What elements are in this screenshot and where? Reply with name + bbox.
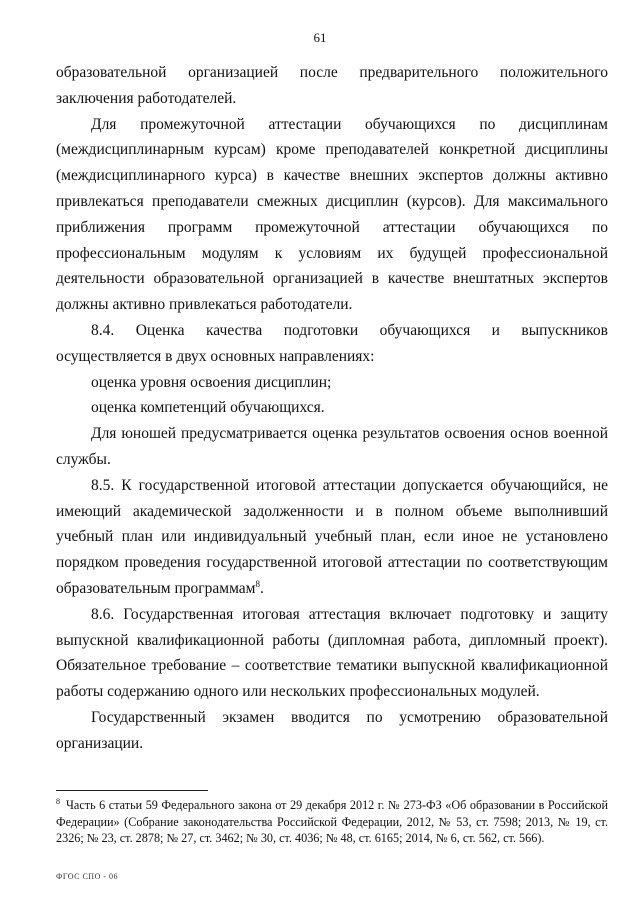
footnote bbox=[56, 797, 608, 847]
paragraph-4-text: оценка уровня освоения дисциплин; bbox=[91, 373, 332, 391]
paragraph-1-text: образовательной организацией после предварительного положительного заключения работодателей. bbox=[56, 64, 608, 107]
paragraph-8 bbox=[56, 602, 608, 705]
paragraph-3-text: 8.4. Оценка качества подготовки обучающихся и выпускников осуществляется в двух основных направлениях: bbox=[56, 321, 608, 365]
paragraph-8-text: 8.6. Государственная итоговая аттестация включает подготовку и защиту выпускной квалификационной работы (дипломная работа, дипломный проект). Обязательное требование – соответствие тематики выпускной квалификационной работы содержанию одного или нескольких профессиональных модулей. bbox=[56, 605, 608, 701]
paragraph-1 bbox=[56, 60, 608, 112]
paragraph-3 bbox=[56, 318, 608, 370]
paragraph-7-text: 8.5. К государственной итоговой аттестации допускается обучающийся, не имеющий академической задолженности и в полном объеме выполнивший учебный план или индивидуальный учебный план, если иное не установлено порядком проведения государственной итоговой аттестации по соответствующим образовательным программам bbox=[56, 476, 608, 597]
paragraph-7-suffix: . bbox=[259, 579, 264, 597]
footer-code: ФГОС СПО - 06 bbox=[56, 872, 119, 881]
paragraph-5 bbox=[56, 395, 608, 421]
paragraph-6-text: Для юношей предусматривается оценка результатов освоения основ военной службы. bbox=[56, 425, 608, 468]
paragraph-9-text: Государственный экзамен вводится по усмотрению образовательной организации. bbox=[56, 708, 608, 752]
page-number: 61 bbox=[313, 30, 327, 45]
paragraph-5-text: оценка компетенций обучающихся. bbox=[91, 399, 325, 417]
paragraph-2 bbox=[56, 112, 608, 318]
paragraph-2-text: Для промежуточной аттестации обучающихся по дисциплинам (междисциплинарным курсам) кроме преподавателей конкретной дисциплины (междисциплинарного курса) в качестве внешних экспертов должны активно привлекаться преподаватели смежных дисциплин (курсов). Для максимального приближения программ промежуточной аттестации обучающихся по профессиональным модулям к условиям их будущей профессиональной деятельности образовательной организацией в качестве внештатных экспертов должны активно привлекаться работодатели. bbox=[56, 115, 608, 314]
footnote-divider bbox=[56, 790, 208, 791]
paragraph-6 bbox=[56, 421, 608, 473]
footnote-reference[interactable]: 8 bbox=[255, 578, 260, 589]
footnote-text: Часть 6 статьи 59 Федерального закона от 29 декабря 2012 г. № 273-ФЗ «Об образовании в Российской Федерации» (Собрание законодательства Российской Федерации, 2012, № 53, ст. 7598; 2013, № 19, ст. 2326; № 23, ст. 2878; № 27, ст. 3462; № 30, ст. 4036; № 48, ст. 6165; 2014, № 6, ст. 562, ст. 566). bbox=[56, 798, 608, 846]
paragraph-9 bbox=[56, 705, 608, 757]
footnote-mark: 8 bbox=[56, 796, 60, 806]
document-body bbox=[56, 60, 608, 757]
paragraph-7 bbox=[56, 473, 608, 602]
paragraph-4 bbox=[56, 370, 608, 396]
